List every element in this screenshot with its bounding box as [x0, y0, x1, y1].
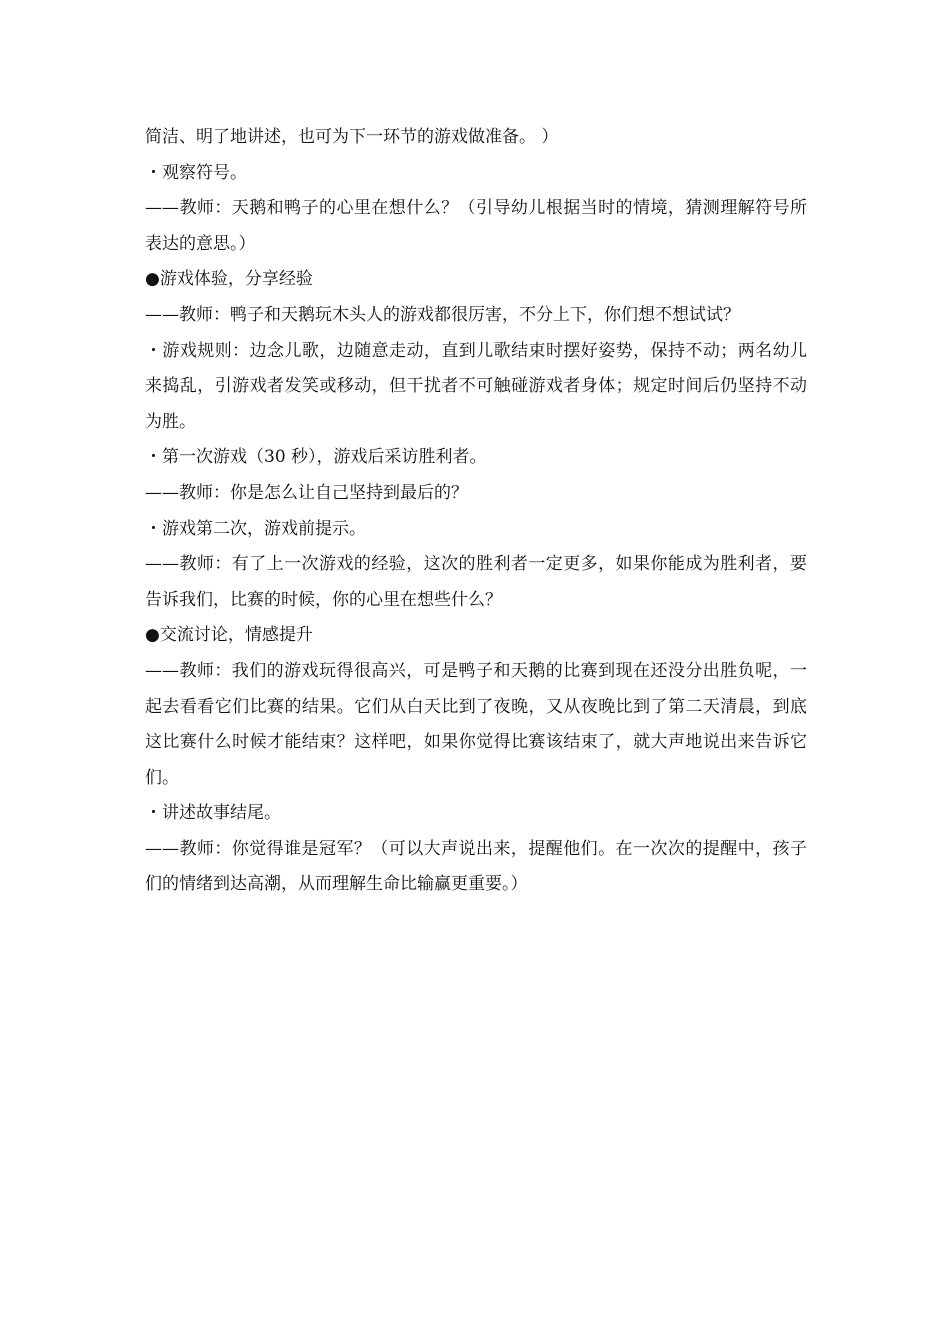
- bullet-story-ending: ・讲述故事结尾。: [145, 803, 281, 824]
- section-heading-discussion: ●交流讨论，情感提升: [145, 625, 313, 646]
- teacher-question-champion: ——教师：你觉得谁是冠军？（可以大声说出来，提醒他们。在一次次的提醒中，孩子们的情绪到达高潮，从而理解生命比输赢更重要。）: [145, 838, 807, 895]
- bullet-game-rules: ・游戏规则：边念儿歌，边随意走动，直到儿歌结束时摆好姿势，保持不动；两名幼儿来捣乱，引游戏者发笑或移动，但干扰者不可触碰游戏者身体；规定时间后仍坚持不动为胜。: [145, 340, 807, 432]
- bullet-first-game: ・第一次游戏（30 秒），游戏后采访胜利者。: [145, 447, 487, 468]
- teacher-question-try-game: ——教师：鸭子和天鹅玩木头人的游戏都很厉害，不分上下，你们想不想试试？: [145, 304, 740, 325]
- bullet-observe-symbols: ・观察符号。: [145, 162, 247, 183]
- teacher-question-winners: ——教师：有了上一次游戏的经验，这次的胜利者一定更多，如果你能成为胜利者，要告诉我们，比赛的时候，你的心里在想些什么？: [145, 554, 807, 610]
- bullet-second-game: ・游戏第二次，游戏前提示。: [145, 518, 366, 539]
- teacher-story-result: ——教师：我们的游戏玩得很高兴，可是鸭子和天鹅的比赛到现在还没分出胜负呢，一起去看看它们比赛的结果。它们从白天比到了夜晚，又从夜晚比到了第二天清晨，到底这比赛什么时候才能结束？这样吧，如果你觉得比赛该结束了，就大声地说出来告诉它们。: [145, 660, 807, 788]
- teacher-question-persist: ——教师：你是怎么让自己坚持到最后的？: [145, 482, 468, 503]
- section-heading-game-experience: ●游戏体验，分享经验: [145, 269, 313, 290]
- paragraph-intro-continuation: 简洁、明了地讲述，也可为下一环节的游戏做准备。 ）: [145, 127, 559, 147]
- document-body: [145, 120, 807, 903]
- teacher-question-swan-duck: ——教师：天鹅和鸭子的心里在想什么？（引导幼儿根据当时的情境，猜测理解符号所表达的意思。）: [145, 198, 807, 254]
